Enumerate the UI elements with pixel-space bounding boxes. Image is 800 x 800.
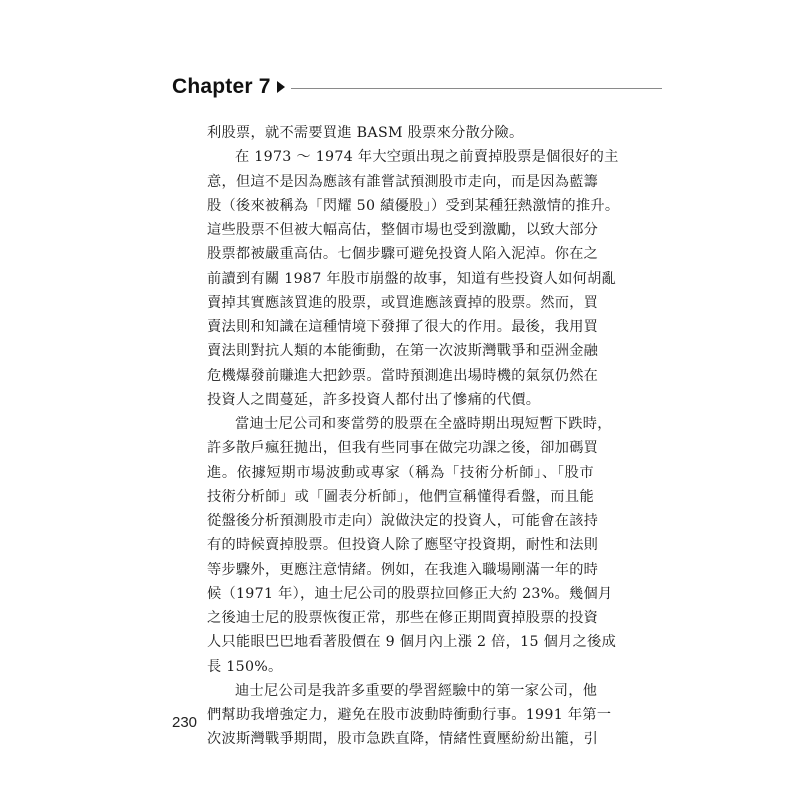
- text-line: 投資人之間蔓延，許多投資人都付出了慘痛的代價。: [207, 391, 541, 408]
- text-line: 迪士尼公司是我許多重要的學習經驗中的第一家公司，他: [235, 682, 598, 699]
- text-line: 候（1971 年），迪士尼公司的股票拉回修正大約 23%。幾個月: [207, 585, 613, 602]
- chapter-header: [172, 70, 662, 104]
- text-line: 許多散戶瘋狂拋出，但我有些同事在做完功課之後，卻加碼買: [207, 440, 599, 457]
- text-line: 當迪士尼公司和麥當勞的股票在全盛時期出現短暫下跌時，: [235, 416, 612, 432]
- text-line: 意，但這不是因為應該有誰嘗試預測股市走向，而是因為藍籌: [207, 173, 599, 190]
- text-line: 股票都被嚴重高估。七個步驟可避免投資人陷入泥淖。你在之: [207, 246, 599, 263]
- header-rule: [291, 88, 662, 89]
- text-line: 這些股票不但被大幅高估，整個市場也受到激勵，以致大部分: [207, 222, 599, 238]
- text-line: 人只能眼巴巴地看著股價在 9 個月內上漲 2 倍，15 個月之後成: [207, 634, 617, 651]
- text-line: 等步驟外，更應注意情緒。例如，在我進入職場剛滿一年的時: [207, 561, 599, 578]
- text-line: 賣掉其實應該買進的股票，或買進應該賣掉的股票。然而，買: [207, 294, 599, 311]
- text-line: 們幫助我增強定力，避免在股市波動時衝動行事。1991 年第一: [207, 707, 612, 723]
- text-line: 危機爆發前賺進大把鈔票。當時預測進出場時機的氣氛仍然在: [207, 367, 599, 384]
- text-line: 前讀到有關 1987 年股市崩盤的故事，知道有些投資人如何胡亂: [207, 270, 617, 287]
- page-number: 230: [172, 714, 198, 731]
- text-line: 之後迪士尼的股票恢復正常，那些在修正期間賣掉股票的投資: [207, 610, 599, 626]
- text-line: 股（後來被稱為「閃耀 50 績優股」）受到某種狂熱激情的推升。: [207, 197, 620, 214]
- text-line: 進。依據短期市場波動或專家（稱為「技術分析師」、「股市: [207, 464, 594, 481]
- text-line: 在 1973 ～ 1974 年大空頭出現之前賣掉股票是個很好的主: [235, 149, 619, 166]
- text-line: 賣法則對抗人類的本能衝動，在第一次波斯灣戰爭和亞洲金融: [207, 343, 599, 360]
- text-line: 從盤後分析預測股市走向）說做決定的投資人，可能會在該持: [207, 513, 599, 529]
- text-line: 技術分析師」或「圖表分析師」，他們宣稱懂得看盤，而且能: [207, 488, 594, 505]
- text-line: 長 150%。: [207, 658, 283, 675]
- body-text: [207, 121, 620, 752]
- chapter-title: Chapter 7: [172, 75, 271, 98]
- text-line: 賣法則和知識在這種情境下發揮了很大的作用。最後，我用買: [207, 319, 599, 335]
- text-line: 利股票，就不需要買進 BASM 股票來分散分險。: [207, 125, 524, 141]
- text-line: 有的時候賣掉股票。但投資人除了應堅守投資期，耐性和法則: [207, 537, 599, 554]
- text-line: 次波斯灣戰爭期間，股市急跌直降，情緒性賣壓紛紛出籠，引: [207, 731, 599, 748]
- chapter-arrow-icon: [277, 81, 285, 93]
